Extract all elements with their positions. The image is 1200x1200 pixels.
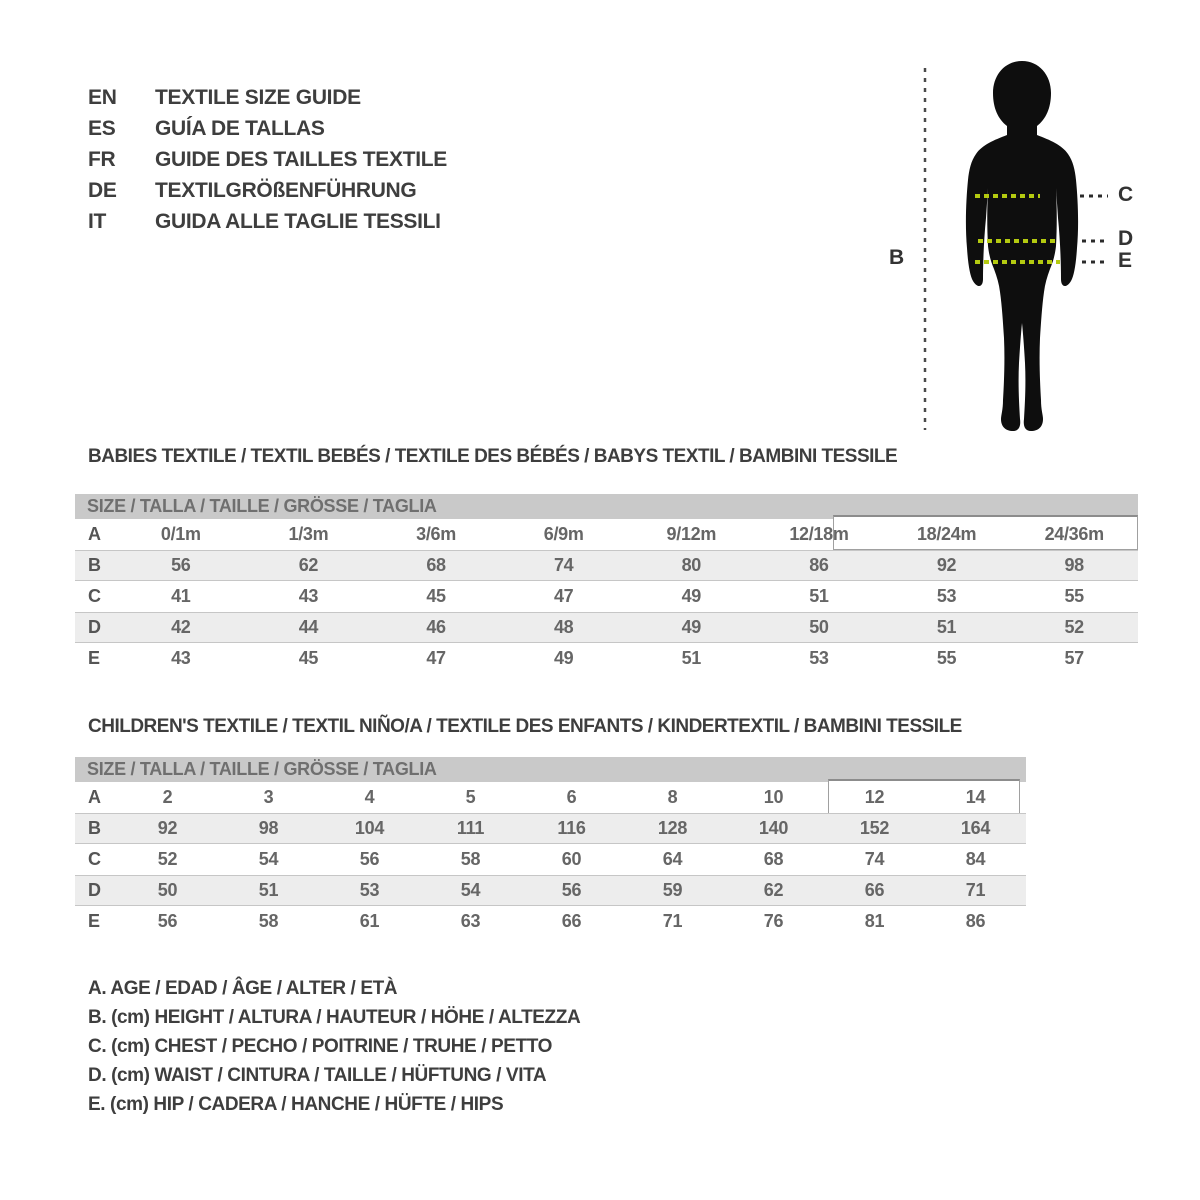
babies-table-cell: 53 bbox=[936, 586, 957, 606]
children-table-cell: 12 bbox=[864, 787, 885, 807]
babies-table-cell: 46 bbox=[426, 617, 446, 637]
language-code: FR bbox=[88, 148, 116, 171]
babies-table-cell: 49 bbox=[681, 586, 702, 606]
children-table-row-b bbox=[75, 813, 1026, 844]
children-table-cell: 63 bbox=[460, 911, 481, 931]
children-table-cell: 86 bbox=[965, 911, 986, 931]
language-row bbox=[88, 113, 447, 144]
children-table-cell: 128 bbox=[657, 818, 688, 838]
babies-table-cell: 45 bbox=[298, 648, 319, 668]
babies-table-cell: 45 bbox=[426, 586, 446, 606]
babies-table-cell: 92 bbox=[936, 555, 957, 575]
children-table-cell: 64 bbox=[662, 849, 683, 869]
language-code: DE bbox=[88, 179, 117, 202]
babies-section-heading: BABIES TEXTILE / TEXTIL BEBÉS / TEXTILE DES BÉBÉS / BABYS TEXTIL / BAMBINI TESSILE bbox=[88, 446, 898, 467]
babies-table-cell: 44 bbox=[298, 617, 319, 637]
figure-label-chest: C bbox=[1118, 183, 1133, 206]
children-table-cell: 14 bbox=[965, 787, 986, 807]
children-table-cell: 50 bbox=[157, 880, 178, 900]
children-table-cell: 56 bbox=[359, 849, 380, 869]
language-row bbox=[88, 82, 447, 113]
legend-item: E. (cm) HIP / CADERA / HANCHE / HÜFTE / HIPS bbox=[88, 1094, 504, 1115]
children-table-cell: 3 bbox=[263, 787, 274, 807]
babies-table-cell: 18/24m bbox=[916, 524, 977, 544]
language-code: ES bbox=[88, 117, 116, 140]
babies-table-cell: 57 bbox=[1064, 648, 1084, 668]
language-list bbox=[88, 82, 447, 237]
babies-table-cell: 86 bbox=[809, 555, 829, 575]
legend-item: B. (cm) HEIGHT / ALTURA / HAUTEUR / HÖHE / ALTEZZA bbox=[88, 1007, 581, 1028]
children-table-cell: 60 bbox=[561, 849, 582, 869]
children-table-cell: 66 bbox=[864, 880, 885, 900]
babies-table-cell: 0/1m bbox=[160, 524, 201, 544]
children-table-cell: 6 bbox=[566, 787, 577, 807]
children-table-row-a bbox=[75, 782, 1026, 813]
babies-table-cell: 68 bbox=[426, 555, 446, 575]
children-table-row-label: A bbox=[88, 787, 101, 807]
children-table-cell: 58 bbox=[460, 849, 481, 869]
children-table-cell: 71 bbox=[662, 911, 683, 931]
children-table-cell: 71 bbox=[965, 880, 986, 900]
children-table-cell: 84 bbox=[965, 849, 986, 869]
babies-table-cell: 3/6m bbox=[416, 524, 456, 544]
legend-item: A. AGE / EDAD / ÂGE / ALTER / ETÀ bbox=[88, 978, 398, 999]
babies-table-cell: 47 bbox=[426, 648, 446, 668]
children-table-cell: 116 bbox=[557, 818, 586, 838]
children-table-row-label: E bbox=[88, 911, 101, 931]
language-row bbox=[88, 206, 447, 237]
babies-table-row-label: D bbox=[88, 617, 101, 637]
babies-table-cell: 55 bbox=[936, 648, 957, 668]
babies-table-cell: 1/3m bbox=[288, 524, 329, 544]
babies-table-row-label: A bbox=[88, 524, 101, 544]
children-table-row-e bbox=[75, 906, 1026, 937]
babies-table-cell: 50 bbox=[809, 617, 829, 637]
babies-table-cell: 51 bbox=[809, 586, 829, 606]
language-title: GUIDE DES TAILLES TEXTILE bbox=[155, 148, 447, 171]
figure-label-waist: D bbox=[1118, 227, 1133, 250]
children-table-cell: 62 bbox=[763, 880, 784, 900]
babies-table-cell: 52 bbox=[1064, 617, 1084, 637]
babies-table-row-label: B bbox=[88, 555, 101, 575]
babies-table-cell: 9/12m bbox=[666, 524, 717, 544]
children-table-cell: 54 bbox=[460, 880, 481, 900]
children-table-cell: 53 bbox=[359, 880, 380, 900]
children-table-cell: 66 bbox=[561, 911, 582, 931]
children-table-cell: 54 bbox=[258, 849, 279, 869]
children-table-cell: 81 bbox=[864, 911, 885, 931]
children-table-cell: 111 bbox=[456, 818, 485, 838]
figure-label-height: B bbox=[889, 246, 904, 269]
babies-table-cell: 56 bbox=[171, 555, 191, 575]
children-table-cell: 61 bbox=[359, 911, 380, 931]
babies-table-row-a bbox=[75, 519, 1138, 550]
children-table-cell: 76 bbox=[763, 911, 784, 931]
babies-size-table bbox=[75, 494, 1138, 674]
babies-table-row-e bbox=[75, 643, 1138, 674]
babies-table-row-b bbox=[75, 550, 1138, 581]
babies-table-cell: 51 bbox=[936, 617, 957, 637]
children-table-cell: 5 bbox=[465, 787, 476, 807]
language-title: GUIDA ALLE TAGLIE TESSILI bbox=[155, 210, 441, 233]
children-table-cell: 152 bbox=[859, 818, 890, 838]
children-table-cell: 74 bbox=[864, 849, 885, 869]
children-table-row-label: D bbox=[88, 880, 101, 900]
babies-table-row-label: E bbox=[88, 648, 101, 668]
babies-table-cell: 47 bbox=[553, 586, 574, 606]
child-silhouette bbox=[966, 61, 1078, 431]
children-table-cell: 56 bbox=[561, 880, 582, 900]
babies-table-cell: 24/36m bbox=[1044, 524, 1104, 544]
babies-table-cell: 80 bbox=[681, 555, 702, 575]
children-table-cell: 68 bbox=[763, 849, 784, 869]
figure-label-hip: E bbox=[1118, 249, 1132, 272]
children-table-cell: 10 bbox=[763, 787, 784, 807]
children-table-cell: 92 bbox=[157, 818, 178, 838]
babies-table-cell: 43 bbox=[298, 586, 319, 606]
children-section-heading: CHILDREN'S TEXTILE / TEXTIL NIÑO/A / TEXTILE DES ENFANTS / KINDERTEXTIL / BAMBINI TESSILE bbox=[88, 716, 962, 737]
legend-item: C. (cm) CHEST / PECHO / POITRINE / TRUHE / PETTO bbox=[88, 1036, 552, 1057]
language-row bbox=[88, 144, 447, 175]
babies-table-cell: 49 bbox=[681, 617, 702, 637]
babies-table-cell: 49 bbox=[553, 648, 574, 668]
children-table-cell: 58 bbox=[258, 911, 279, 931]
children-table-cell: 104 bbox=[354, 818, 385, 838]
language-title: TEXTILGRÖßENFÜHRUNG bbox=[155, 179, 417, 202]
measurement-legend bbox=[88, 974, 580, 1119]
measurement-diagram bbox=[880, 48, 1125, 438]
babies-table-row-label: C bbox=[88, 586, 101, 606]
children-table-cell: 52 bbox=[157, 849, 178, 869]
children-table-cell: 4 bbox=[364, 787, 375, 807]
language-title: GUÍA DE TALLAS bbox=[155, 117, 325, 140]
children-table-row-label: C bbox=[88, 849, 101, 869]
babies-table-header-bar: SIZE / TALLA / TAILLE / GRÖSSE / TAGLIA bbox=[75, 494, 1138, 519]
children-table-header-bar: SIZE / TALLA / TAILLE / GRÖSSE / TAGLIA bbox=[75, 757, 1026, 782]
babies-table-cell: 62 bbox=[298, 555, 319, 575]
babies-table-cell: 41 bbox=[171, 586, 191, 606]
children-table-row-c bbox=[75, 844, 1026, 875]
babies-table-cell: 98 bbox=[1064, 555, 1084, 575]
legend-item: D. (cm) WAIST / CINTURA / TAILLE / HÜFTUNG / VITA bbox=[88, 1065, 547, 1086]
language-code: IT bbox=[88, 210, 107, 233]
children-table-cell: 2 bbox=[162, 787, 173, 807]
babies-table-row-d bbox=[75, 612, 1138, 643]
babies-table-row-c bbox=[75, 581, 1138, 612]
babies-table-cell: 55 bbox=[1064, 586, 1084, 606]
babies-table-cell: 74 bbox=[553, 555, 574, 575]
children-table-cell: 56 bbox=[157, 911, 178, 931]
babies-table-cell: 43 bbox=[171, 648, 191, 668]
babies-table-cell: 42 bbox=[171, 617, 191, 637]
children-table-row-d bbox=[75, 875, 1026, 906]
children-table-cell: 8 bbox=[667, 787, 678, 807]
children-table-cell: 51 bbox=[258, 880, 279, 900]
children-table-cell: 59 bbox=[662, 880, 683, 900]
babies-table-cell: 53 bbox=[809, 648, 829, 668]
babies-table-cell: 12/18m bbox=[789, 524, 849, 544]
children-table-cell: 140 bbox=[758, 818, 789, 838]
babies-table-cell: 48 bbox=[553, 617, 574, 637]
babies-table-cell: 51 bbox=[681, 648, 702, 668]
language-row bbox=[88, 175, 447, 206]
children-table-cell: 164 bbox=[960, 818, 991, 838]
children-table-row-label: B bbox=[88, 818, 101, 838]
language-title: TEXTILE SIZE GUIDE bbox=[155, 86, 361, 109]
babies-table-cell: 6/9m bbox=[543, 524, 584, 544]
children-table-cell: 98 bbox=[258, 818, 279, 838]
language-code: EN bbox=[88, 86, 117, 109]
children-size-table bbox=[75, 757, 1026, 937]
